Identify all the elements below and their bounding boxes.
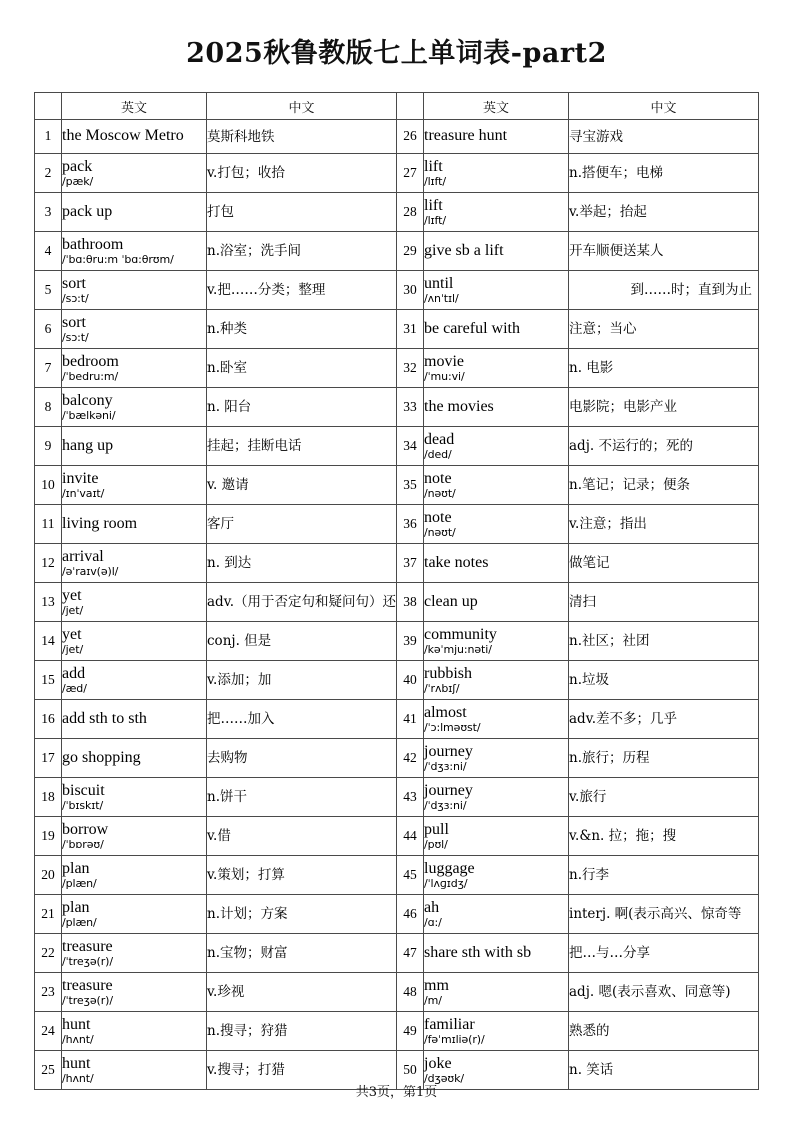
english-word: living room <box>62 514 138 532</box>
phonetic-transcription: /æd/ <box>62 682 87 696</box>
table-row <box>35 193 759 232</box>
english-word: journey <box>424 743 473 761</box>
row-number: 22 <box>35 934 62 973</box>
english-cell <box>62 817 207 856</box>
chinese-cell: conj. 但是 <box>207 622 397 661</box>
english-cell <box>62 1012 207 1051</box>
phonetic-transcription: /ɪnˈvaɪt/ <box>62 487 105 501</box>
phonetic-transcription: /ˈbedru:m/ <box>62 370 119 384</box>
english-word: invite <box>62 470 99 488</box>
english-word: biscuit <box>62 782 105 800</box>
english-cell <box>62 973 207 1012</box>
row-number: 5 <box>35 271 62 310</box>
english-cell <box>424 349 569 388</box>
chinese-cell: n.饼干 <box>207 778 397 817</box>
row-number: 32 <box>397 349 424 388</box>
row-number: 16 <box>35 700 62 739</box>
chinese-cell: v.打包；收拾 <box>207 154 397 193</box>
row-number: 9 <box>35 427 62 466</box>
row-number: 4 <box>35 232 62 271</box>
phonetic-transcription: /lɪft/ <box>424 175 446 189</box>
english-word: the Moscow Metro <box>62 127 184 145</box>
phonetic-transcription: /plæn/ <box>62 916 97 930</box>
english-cell <box>424 154 569 193</box>
english-word: luggage <box>424 860 475 878</box>
english-word: pull <box>424 821 449 839</box>
row-number: 14 <box>35 622 62 661</box>
row-number: 17 <box>35 739 62 778</box>
row-number: 31 <box>397 310 424 349</box>
english-word: treasure hunt <box>424 127 508 145</box>
english-cell <box>62 739 207 778</box>
chinese-cell: n. 电影 <box>569 349 759 388</box>
chinese-cell: 挂起；挂断电话 <box>207 427 397 466</box>
phonetic-transcription: /jet/ <box>62 604 84 618</box>
english-cell <box>424 193 569 232</box>
row-number: 12 <box>35 544 62 583</box>
vocabulary-table <box>34 92 759 1090</box>
chinese-cell: 把……加入 <box>207 700 397 739</box>
column-header-number-right <box>397 93 424 120</box>
english-word: yet <box>62 587 82 605</box>
chinese-cell: 寻宝游戏 <box>569 120 759 154</box>
row-number: 45 <box>397 856 424 895</box>
chinese-cell: n. 到达 <box>207 544 397 583</box>
table-row <box>35 1012 759 1051</box>
table-row <box>35 661 759 700</box>
page-title: 2025秋鲁教版七上单词表-part2 <box>186 38 607 69</box>
row-number: 13 <box>35 583 62 622</box>
table-row <box>35 895 759 934</box>
row-number: 21 <box>35 895 62 934</box>
english-cell <box>62 427 207 466</box>
table-row <box>35 583 759 622</box>
chinese-cell: n.搭便车；电梯 <box>569 154 759 193</box>
table-row <box>35 700 759 739</box>
phonetic-transcription: /plæn/ <box>62 877 97 891</box>
english-word: hang up <box>62 436 114 454</box>
english-word: sort <box>62 275 86 293</box>
row-number: 24 <box>35 1012 62 1051</box>
row-number: 2 <box>35 154 62 193</box>
english-word: lift <box>424 158 443 176</box>
phonetic-transcription: /kəˈmju:nəti/ <box>424 643 492 657</box>
row-number: 40 <box>397 661 424 700</box>
english-word: rubbish <box>424 665 472 683</box>
row-number: 27 <box>397 154 424 193</box>
english-cell <box>424 544 569 583</box>
row-number: 28 <box>397 193 424 232</box>
chinese-cell: n.行李 <box>569 856 759 895</box>
chinese-cell: adv.（用于否定句和疑问句）还 <box>207 583 397 622</box>
row-number: 49 <box>397 1012 424 1051</box>
row-number: 20 <box>35 856 62 895</box>
chinese-cell: v.旅行 <box>569 778 759 817</box>
table-row <box>35 778 759 817</box>
row-number: 43 <box>397 778 424 817</box>
table-header-row <box>35 93 759 120</box>
english-cell <box>62 661 207 700</box>
phonetic-transcription: /nəʊt/ <box>424 526 456 540</box>
phonetic-transcription: /pʊl/ <box>424 838 448 852</box>
table-row <box>35 349 759 388</box>
phonetic-transcription: /ˈlʌɡɪdʒ/ <box>424 877 468 891</box>
table-row <box>35 817 759 856</box>
phonetic-transcription: /m/ <box>424 994 442 1008</box>
english-cell <box>424 583 569 622</box>
row-number: 11 <box>35 505 62 544</box>
chinese-cell: v.借 <box>207 817 397 856</box>
phonetic-transcription: /pæk/ <box>62 175 94 189</box>
row-number: 29 <box>397 232 424 271</box>
phonetic-transcription: /hʌnt/ <box>62 1033 94 1047</box>
english-word: sort <box>62 314 86 332</box>
phonetic-transcription: /sɔ:t/ <box>62 292 89 306</box>
row-number: 48 <box>397 973 424 1012</box>
english-cell <box>424 934 569 973</box>
english-cell <box>424 622 569 661</box>
english-word: ah <box>424 899 440 917</box>
phonetic-transcription: /sɔ:t/ <box>62 331 89 345</box>
chinese-cell: 开车顺便送某人 <box>569 232 759 271</box>
row-number: 44 <box>397 817 424 856</box>
chinese-cell: v.添加；加 <box>207 661 397 700</box>
phonetic-transcription: /nəʊt/ <box>424 487 456 501</box>
row-number: 47 <box>397 934 424 973</box>
english-word: until <box>424 275 454 293</box>
english-cell <box>424 505 569 544</box>
english-cell <box>424 1012 569 1051</box>
column-header-english-left: 英文 <box>62 93 207 120</box>
english-cell <box>62 232 207 271</box>
english-cell <box>62 934 207 973</box>
row-number: 1 <box>35 120 62 154</box>
phonetic-transcription: /ˈtreʒə(r)/ <box>62 994 113 1008</box>
english-word: plan <box>62 899 90 917</box>
english-cell <box>424 739 569 778</box>
column-header-english-right: 英文 <box>424 93 569 120</box>
english-word: plan <box>62 860 90 878</box>
english-cell <box>62 120 207 154</box>
english-word: familiar <box>424 1016 475 1034</box>
table-row <box>35 427 759 466</box>
table-row <box>35 232 759 271</box>
chinese-cell: n.旅行；历程 <box>569 739 759 778</box>
english-word: pack <box>62 158 93 176</box>
row-number: 46 <box>397 895 424 934</box>
english-cell <box>62 583 207 622</box>
vocabulary-table-wrapper <box>34 92 759 1090</box>
chinese-cell: n. 笑话 <box>569 1051 759 1090</box>
english-word: bedroom <box>62 353 119 371</box>
row-number: 41 <box>397 700 424 739</box>
phonetic-transcription: /jet/ <box>62 643 84 657</box>
chinese-cell: v.注意；指出 <box>569 505 759 544</box>
english-word: almost <box>424 704 467 722</box>
phonetic-transcription: /ded/ <box>424 448 452 462</box>
table-row <box>35 856 759 895</box>
row-number: 42 <box>397 739 424 778</box>
english-word: community <box>424 626 497 644</box>
table-row <box>35 622 759 661</box>
chinese-cell: adj. 嗯(表示喜欢、同意等) <box>569 973 759 1012</box>
english-cell <box>62 622 207 661</box>
english-cell <box>424 817 569 856</box>
chinese-cell: v.把……分类；整理 <box>207 271 397 310</box>
english-word: treasure <box>62 977 113 995</box>
chinese-cell: n.社区；社团 <box>569 622 759 661</box>
english-word: treasure <box>62 938 113 956</box>
english-word: hunt <box>62 1016 91 1034</box>
table-row <box>35 934 759 973</box>
page-footer: 共3页，第1页 <box>355 1085 438 1100</box>
phonetic-transcription: /fəˈmɪliə(r)/ <box>424 1033 485 1047</box>
english-cell <box>424 895 569 934</box>
row-number: 25 <box>35 1051 62 1090</box>
chinese-cell: interj. 啊(表示高兴、惊奇等 <box>569 895 759 934</box>
table-row <box>35 120 759 154</box>
chinese-cell: v.&n. 拉；拖；搜 <box>569 817 759 856</box>
row-number: 15 <box>35 661 62 700</box>
row-number: 38 <box>397 583 424 622</box>
chinese-cell: v.珍视 <box>207 973 397 1012</box>
row-number: 18 <box>35 778 62 817</box>
english-word: clean up <box>424 592 478 610</box>
chinese-cell: n.笔记；记录；便条 <box>569 466 759 505</box>
english-cell <box>62 193 207 232</box>
english-cell <box>62 700 207 739</box>
english-cell <box>424 232 569 271</box>
phonetic-transcription: /ˈdʒɜ:ni/ <box>424 799 467 813</box>
phonetic-transcription: /ɑ:/ <box>424 916 442 930</box>
english-cell <box>424 778 569 817</box>
phonetic-transcription: /ˈtreʒə(r)/ <box>62 955 113 969</box>
english-cell <box>424 973 569 1012</box>
chinese-cell: n.种类 <box>207 310 397 349</box>
table-row <box>35 973 759 1012</box>
english-word: pack up <box>62 202 113 220</box>
chinese-cell: 莫斯科地铁 <box>207 120 397 154</box>
row-number: 50 <box>397 1051 424 1090</box>
phonetic-transcription: /ʌnˈtɪl/ <box>424 292 459 306</box>
english-cell <box>62 349 207 388</box>
phonetic-transcription: /ˈɔ:lməʊst/ <box>424 721 481 735</box>
english-cell <box>424 120 569 154</box>
table-row <box>35 310 759 349</box>
chinese-cell: n. 阳台 <box>207 388 397 427</box>
english-cell <box>424 700 569 739</box>
phonetic-transcription: /ˈbælkəni/ <box>62 409 116 423</box>
english-word: joke <box>424 1055 452 1073</box>
row-number: 3 <box>35 193 62 232</box>
table-header <box>35 93 759 120</box>
english-cell <box>62 856 207 895</box>
english-cell <box>62 388 207 427</box>
english-word: yet <box>62 626 82 644</box>
english-word: add <box>62 665 86 683</box>
english-cell <box>62 505 207 544</box>
phonetic-transcription: /hʌnt/ <box>62 1072 94 1086</box>
row-number: 23 <box>35 973 62 1012</box>
chinese-cell: n.浴室；洗手间 <box>207 232 397 271</box>
chinese-cell: n.计划；方案 <box>207 895 397 934</box>
chinese-cell: 到……时；直到为止 <box>569 271 759 310</box>
english-word: take notes <box>424 553 489 571</box>
table-body <box>35 120 759 1090</box>
chinese-cell: 把…与…分享 <box>569 934 759 973</box>
row-number: 33 <box>397 388 424 427</box>
row-number: 8 <box>35 388 62 427</box>
english-word: share sth with sb <box>424 943 532 961</box>
chinese-cell: 清扫 <box>569 583 759 622</box>
english-cell <box>62 154 207 193</box>
english-cell <box>62 466 207 505</box>
english-cell <box>424 856 569 895</box>
phonetic-transcription: /dʒəʊk/ <box>424 1072 464 1086</box>
phonetic-transcription: /ˈrʌbɪʃ/ <box>424 682 460 696</box>
table-row <box>35 271 759 310</box>
column-header-chinese-right: 中文 <box>569 93 759 120</box>
english-word: mm <box>424 977 449 995</box>
row-number: 39 <box>397 622 424 661</box>
english-word: lift <box>424 197 443 215</box>
chinese-cell: n.垃圾 <box>569 661 759 700</box>
phonetic-transcription: /ˈbɑ:θru:m ˈbɑ:θrʊm/ <box>62 253 174 267</box>
phonetic-transcription: /əˈraɪv(ə)l/ <box>62 565 119 579</box>
row-number: 10 <box>35 466 62 505</box>
table-row <box>35 388 759 427</box>
chinese-cell: 电影院；电影产业 <box>569 388 759 427</box>
english-cell <box>62 544 207 583</box>
english-cell <box>424 427 569 466</box>
table-row <box>35 466 759 505</box>
chinese-cell: adj. 不运行的；死的 <box>569 427 759 466</box>
english-word: add sth to sth <box>62 709 147 727</box>
chinese-cell: adv.差不多；几乎 <box>569 700 759 739</box>
english-word: the movies <box>424 397 494 415</box>
english-word: give sb a lift <box>424 241 504 259</box>
chinese-cell: v.搜寻；打猎 <box>207 1051 397 1090</box>
table-row <box>35 505 759 544</box>
phonetic-transcription: /lɪft/ <box>424 214 446 228</box>
english-word: note <box>424 509 452 527</box>
english-cell <box>424 661 569 700</box>
english-word: be careful with <box>424 319 520 337</box>
chinese-cell: n.卧室 <box>207 349 397 388</box>
english-word: journey <box>424 782 473 800</box>
chinese-cell: v.举起；抬起 <box>569 193 759 232</box>
row-number: 7 <box>35 349 62 388</box>
phonetic-transcription: /ˈbɪskɪt/ <box>62 799 104 813</box>
english-word: balcony <box>62 392 113 410</box>
table-row <box>35 544 759 583</box>
row-number: 6 <box>35 310 62 349</box>
column-header-chinese-left: 中文 <box>207 93 397 120</box>
chinese-cell: 客厅 <box>207 505 397 544</box>
row-number: 37 <box>397 544 424 583</box>
chinese-cell: 做笔记 <box>569 544 759 583</box>
chinese-cell: v. 邀请 <box>207 466 397 505</box>
english-cell <box>424 466 569 505</box>
row-number: 19 <box>35 817 62 856</box>
english-word: dead <box>424 431 455 449</box>
english-word: borrow <box>62 821 109 839</box>
english-cell <box>62 271 207 310</box>
phonetic-transcription: /ˈmu:vi/ <box>424 370 465 384</box>
phonetic-transcription: /ˈdʒɜ:ni/ <box>424 760 467 774</box>
chinese-cell: n.搜寻；狩猎 <box>207 1012 397 1051</box>
english-word: bathroom <box>62 236 124 254</box>
row-number: 34 <box>397 427 424 466</box>
english-cell <box>62 778 207 817</box>
english-cell <box>424 310 569 349</box>
chinese-cell: v.策划；打算 <box>207 856 397 895</box>
english-cell <box>62 895 207 934</box>
english-word: hunt <box>62 1055 91 1073</box>
chinese-cell: 去购物 <box>207 739 397 778</box>
english-word: arrival <box>62 548 104 566</box>
english-word: go shopping <box>62 748 141 766</box>
row-number: 35 <box>397 466 424 505</box>
row-number: 36 <box>397 505 424 544</box>
english-cell <box>424 271 569 310</box>
chinese-cell: 打包 <box>207 193 397 232</box>
row-number: 26 <box>397 120 424 154</box>
chinese-cell: 熟悉的 <box>569 1012 759 1051</box>
table-row <box>35 739 759 778</box>
chinese-cell: 注意；当心 <box>569 310 759 349</box>
table-row <box>35 154 759 193</box>
chinese-cell: n.宝物；财富 <box>207 934 397 973</box>
phonetic-transcription: /ˈbɒrəʊ/ <box>62 838 104 852</box>
english-cell <box>424 388 569 427</box>
column-header-number-left <box>35 93 62 120</box>
english-cell <box>62 310 207 349</box>
row-number: 30 <box>397 271 424 310</box>
english-word: note <box>424 470 452 488</box>
english-word: movie <box>424 353 464 371</box>
